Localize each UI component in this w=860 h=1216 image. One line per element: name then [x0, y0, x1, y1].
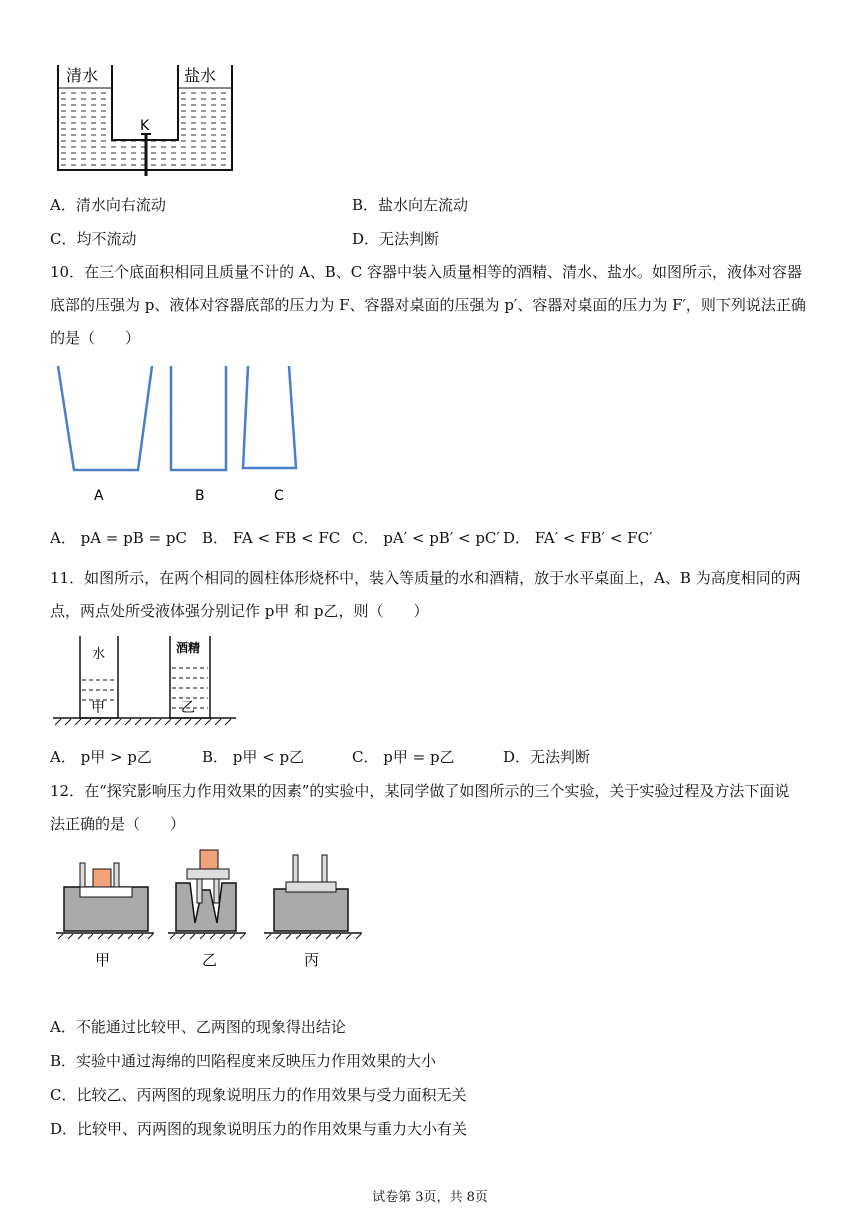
q11-figure — [50, 630, 250, 730]
q12-option-a: A．不能通过比较甲、乙两图的现象得出结论 — [50, 1018, 346, 1036]
q11-option-b: B． p甲 < p乙 — [202, 748, 305, 766]
q9-option-c: C．均不流动 — [50, 230, 137, 248]
q10-stem-line2: 底部的压强为 p、液体对容器底部的压力为 F、容器对桌面的压强为 p′、容器对桌面的压力为 F′，则下列说法正确 — [50, 296, 806, 314]
q11-option-c: C． p甲 = p乙 — [352, 748, 455, 766]
q9-figure — [50, 60, 250, 180]
q11-water-label: 水 — [92, 647, 106, 662]
q12-label-bing: 丙 — [304, 951, 320, 969]
q9-left-label: 清水 — [66, 66, 99, 85]
q10-option-b: B． FA < FB < FC — [202, 529, 341, 547]
q9-option-b: B．盐水向左流动 — [352, 196, 469, 214]
q9-option-a: A．清水向右流动 — [50, 196, 166, 214]
q11-option-a: A． p甲 > p乙 — [50, 748, 152, 766]
q11-alcohol-label: 酒精 — [176, 641, 201, 655]
q10-label-c: C — [274, 488, 284, 504]
q9-right-label: 盐水 — [184, 66, 217, 85]
q12-stem-line1: 12．在“探究影响压力作用效果的因素”的实验中，某同学做了如图所示的三个实验，关于实验过程及方法下面说 — [50, 782, 790, 800]
q12-stem-line2: 法正确的是（ ） — [50, 815, 186, 833]
page-footer: 试卷第 3页，共 8页 — [372, 1190, 488, 1205]
q10-stem-line1: 10．在三个底面积相同且质量不计的 A、B、C 容器中装入质量相等的酒精、清水、盐水。如图所示，液体对容器 — [50, 263, 802, 281]
q11-option-d: D．无法判断 — [503, 748, 591, 766]
q10-option-a: A． pA = pB = pC — [50, 529, 187, 547]
q12-label-jia: 甲 — [95, 951, 111, 969]
q12-option-d: D．比较甲、丙两图的现象说明压力的作用效果与重力大小有关 — [50, 1120, 468, 1138]
q10-label-a: A — [94, 488, 104, 504]
q12-figure — [50, 845, 370, 975]
q12-option-c: C．比较乙、丙两图的现象说明压力的作用效果与受力面积无关 — [50, 1086, 467, 1104]
q9-valve-label: K — [140, 118, 150, 134]
q12-option-b: B．实验中通过海绵的凹陷程度来反映压力作用效果的大小 — [50, 1052, 437, 1070]
q9-option-d: D．无法判断 — [352, 230, 440, 248]
q10-label-b: B — [195, 488, 205, 504]
q10-stem-line3: 的是（ ） — [50, 329, 141, 347]
q11-point-jia: 甲 — [91, 700, 105, 716]
q10-option-d: D． FA′ < FB′ < FC′ — [503, 529, 653, 547]
q10-figure — [50, 360, 310, 510]
q12-label-yi: 乙 — [202, 951, 218, 969]
q11-point-yi: 乙 — [181, 700, 195, 716]
q11-stem-line1: 11．如图所示，在两个相同的圆柱体形烧杯中，装入等质量的水和酒精，放于水平桌面上，A、B 为高度相同的两 — [50, 569, 801, 587]
q10-option-c: C． pA′ < pB′ < pC′ — [352, 529, 500, 547]
q11-stem-line2: 点，两点处所受液体强分别记作 p甲 和 p乙，则（ ） — [50, 602, 429, 620]
